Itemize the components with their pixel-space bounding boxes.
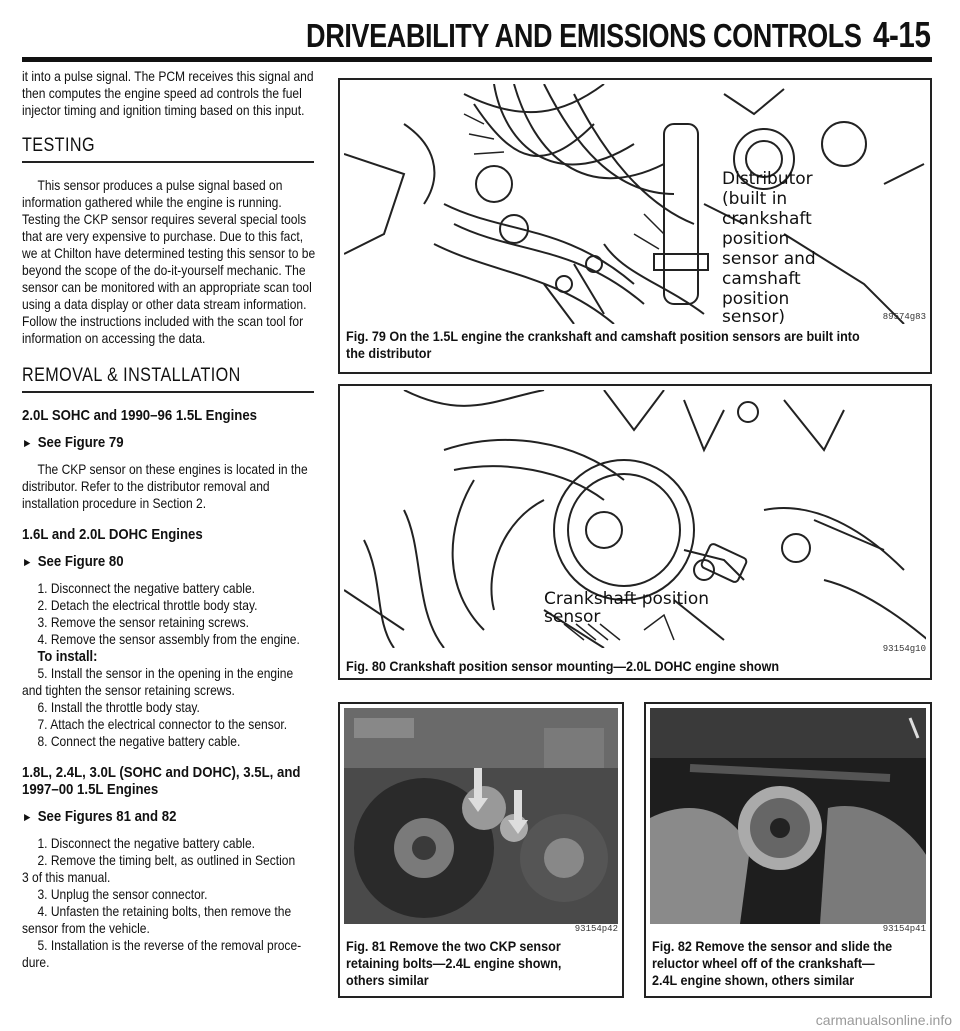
header-rule: [22, 57, 932, 62]
figure-79: [338, 78, 932, 374]
list-item: 5. Install the sensor in the opening in the engine: [37, 665, 294, 681]
list-item: 2. Remove the timing belt, as outlined in Section: [37, 852, 296, 868]
subheading-2l-sohc: 2.0L SOHC and 1990–96 1.5L Engines: [22, 407, 258, 424]
label-distributor: Distributor: [722, 169, 813, 189]
removal-rule: [22, 391, 314, 393]
subheading-dohc: 1.6L and 2.0L DOHC Engines: [22, 526, 203, 543]
arrow-icon: ►: [22, 810, 33, 824]
see-figure-79: [22, 434, 321, 451]
label-built-in: (built in: [722, 189, 788, 209]
figure-82: [644, 702, 932, 998]
list-item: 3. Unplug the sensor connector.: [37, 886, 208, 902]
list-item: 1. Disconnect the negative battery cable.: [37, 580, 256, 596]
figure-82-code: 93154p41: [882, 924, 926, 934]
ckp-bolts-photo: [344, 708, 618, 924]
list-item: 4. Remove the sensor assembly from the engine.: [37, 631, 300, 647]
label-sensor-and: sensor and: [722, 249, 816, 269]
figure-80-caption: Fig. 80 Crankshaft position sensor mounting—2.0L DOHC engine shown: [346, 658, 780, 674]
figure-79-caption: Fig. 79 On the 1.5L engine the crankshaft and camshaft position sensors are built into the distributor: [346, 328, 860, 361]
figure-82-photo: [650, 708, 926, 924]
figure-81-caption: Fig. 81 Remove the two CKP sensor retaining bolts—2.4L engine shown, others similar: [346, 938, 562, 988]
watermark: carmanualsonline.info: [815, 1012, 952, 1028]
testing-heading: TESTING: [22, 135, 95, 156]
intro-paragraph: it into a pulse signal. The PCM receives this signal and then computes the engine speed ad controls the fuel injector timing and ignition timing based on this input.: [22, 68, 314, 118]
text-column: [22, 68, 322, 971]
figure-80-illustration: [344, 390, 926, 648]
crankshaft-sensor-drawing: [344, 390, 926, 648]
list-item-continued: and tighten the sensor retaining screws.: [22, 682, 235, 698]
multi-engine-steps: [22, 835, 321, 971]
figure-80-code: 93154g10: [882, 644, 926, 654]
list-item: 2. Detach the electrical throttle body stay.: [37, 597, 258, 613]
see-figures-81-82: [22, 808, 321, 825]
section-title: DRIVEABILITY AND EMISSIONS CONTROLS: [305, 17, 862, 54]
to-install-label: To install:: [37, 648, 98, 665]
list-item: 8. Connect the negative battery cable.: [37, 733, 241, 749]
list-item-continued: sensor from the vehicle.: [22, 920, 150, 936]
list-item-continued: 3 of this manual.: [22, 869, 111, 885]
sub1-paragraph: The CKP sensor on these engines is located in the distributor. Refer to the distributor removal and installation procedure in Section 2.: [22, 461, 308, 511]
list-item: 1. Disconnect the negative battery cable.: [37, 835, 256, 851]
page-header: [0, 0, 960, 62]
figure-79-code: 89574g83: [882, 312, 926, 322]
list-item-continued: dure.: [22, 954, 50, 970]
figure-81: [338, 702, 624, 998]
figure-82-caption: Fig. 82 Remove the sensor and slide the reluctor wheel off of the crankshaft—2.4L engine shown, others similar: [652, 938, 893, 988]
figure-80: [338, 384, 932, 680]
figure-81-code: 93154p42: [574, 924, 618, 934]
list-item: 4. Unfasten the retaining bolts, then remove the: [37, 903, 292, 919]
page-number: 4-15: [872, 14, 930, 55]
list-item: 6. Install the throttle body stay.: [37, 699, 200, 715]
removal-heading: REMOVAL & INSTALLATION: [22, 365, 241, 386]
see-figure-80: [22, 553, 321, 570]
label-crankshaft-position: Crankshaft position: [544, 589, 710, 609]
list-item: 3. Remove the sensor retaining screws.: [37, 614, 249, 630]
figure-79-illustration: [344, 84, 926, 324]
label-sensor: sensor: [544, 607, 601, 627]
arrow-icon: ►: [22, 436, 33, 450]
page-title: [306, 14, 930, 56]
reluctor-wheel-photo: [650, 708, 926, 924]
label-crankshaft: crankshaft: [722, 209, 812, 229]
label-position-2: position: [722, 289, 790, 309]
testing-paragraph: This sensor produces a pulse signal based on information gathered while the engine is running. Testing the CKP sensor requires several special tools that are very expensive to purchase. Due to this fact, we at Chilton have determined testing this sensor to be beyond the scope of the do-it-yourself mechanic. The sensor can be monitored with an appropriate scan tool using a data display or other data stream information. Follow the instructions included with the scan tool for information on accessing the data.: [22, 177, 316, 346]
label-position: position: [722, 229, 790, 249]
distributor-drawing: [344, 84, 926, 324]
label-camshaft: camshaft: [722, 269, 801, 289]
see-figures-81-82-label: See Figures 81 and 82: [37, 808, 177, 825]
testing-rule: [22, 161, 314, 163]
list-item: 5. Installation is the reverse of the removal proce-: [37, 937, 302, 953]
list-item: 7. Attach the electrical connector to the sensor.: [37, 716, 288, 732]
dohc-steps: [22, 580, 321, 750]
label-sensor: sensor): [722, 307, 785, 324]
figure-81-photo: [344, 708, 618, 924]
arrow-icon: ►: [22, 555, 33, 569]
see-figure-79-label: See Figure 79: [37, 434, 124, 451]
subheading-multi-engine: 1.8L, 2.4L, 3.0L (SOHC and DOHC), 3.5L, and 1997–00 1.5L Engines: [22, 764, 301, 798]
see-figure-80-label: See Figure 80: [37, 553, 124, 570]
